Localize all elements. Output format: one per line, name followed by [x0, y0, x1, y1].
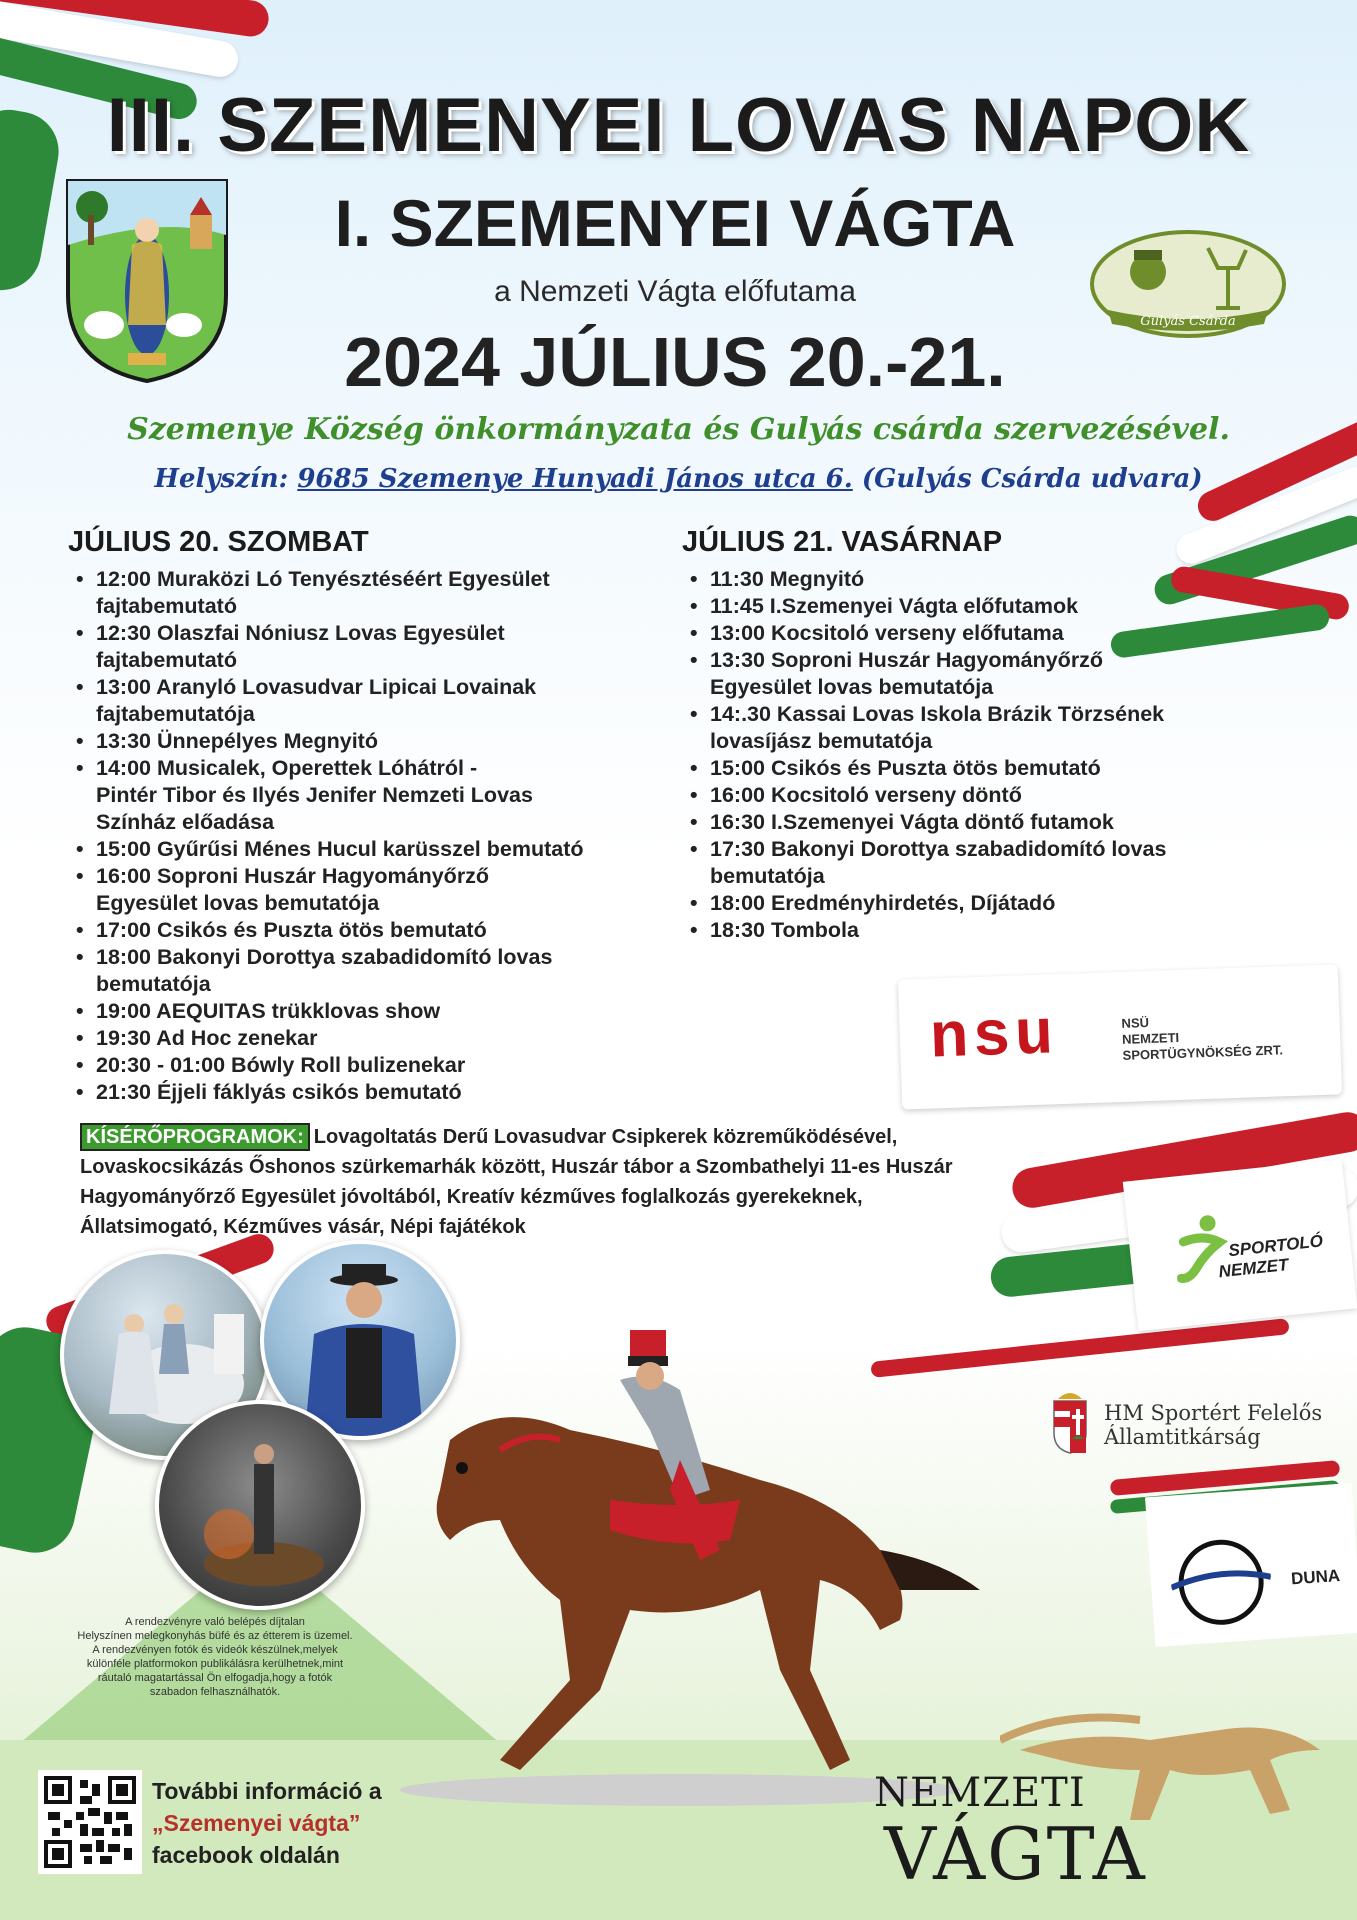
- side-programs-label: KÍSÉRŐPROGRAMOK:: [80, 1123, 310, 1151]
- horse-racer-image: [380, 1290, 990, 1810]
- sunday-program-item: [686, 782, 1286, 809]
- more-info-line-1: További információ a: [152, 1778, 382, 1804]
- duna-logo: [1145, 1483, 1357, 1647]
- venue-line: [0, 464, 1357, 494]
- disclaimer-line: szabadon felhasználhatók.: [149, 1686, 281, 1698]
- program-item-text: bemutatója: [710, 864, 825, 888]
- program-item-text: 16:00 Kocsitoló verseny döntő: [710, 783, 1022, 807]
- sunday-program-item: [686, 566, 1286, 593]
- program-item-text: fajtabemutató: [96, 594, 237, 618]
- sunday-program-item: [686, 647, 1286, 701]
- disclaimer-line: ráutaló magatartással Ön elfogadja,hogy a fotók: [97, 1672, 333, 1684]
- program-item-text: 15:00 Csikós és Puszta ötös bemutató: [710, 756, 1101, 780]
- program-item-text: 13:30 Ünnepélyes Megnyitó: [96, 729, 378, 753]
- side-program-line: Lovaskocsikázás Őshonos szürkemarhák között, Huszár tábor a Szombathelyi 11-es Huszár: [80, 1156, 953, 1178]
- program-item-text: 16:30 I.Szemenyei Vágta döntő futamok: [710, 810, 1114, 834]
- saturday-heading: JÚLIUS 20. SZOMBAT: [68, 526, 369, 558]
- side-program-line: Hagyományőrző Egyesület jóvoltából, Kreatív kézműves foglalkozás gyerekeknek,: [80, 1186, 863, 1208]
- sportolo-nemzet-logo: [1123, 1159, 1357, 1331]
- hm-line-2: Államtitkárság: [1104, 1425, 1261, 1449]
- saturday-program-item: [72, 620, 692, 674]
- program-item-text: 14:00 Musicalek, Operettek Lóhátról -: [96, 756, 478, 780]
- saturday-program-item: [72, 755, 692, 836]
- photo-trick-riders: [155, 1400, 365, 1610]
- program-item-text: 20:30 - 01:00 Bówly Roll bulizenekar: [96, 1053, 466, 1077]
- gulyas-csarda-text: Gulyás Csárda: [1140, 314, 1236, 329]
- sunday-program-item: [686, 620, 1286, 647]
- sportolo-line-2: NEMZET: [1217, 1255, 1290, 1282]
- nsu-line-2: NEMZETI: [1121, 1029, 1180, 1047]
- sunday-program-item: [686, 890, 1286, 917]
- gulyas-csarda-logo: [1088, 228, 1288, 340]
- more-info-line-3: facebook oldalán: [152, 1842, 340, 1868]
- disclaimer: [50, 1615, 380, 1699]
- saturday-program-item: [72, 1079, 692, 1106]
- program-item-text: fajtabemutató: [96, 648, 237, 672]
- venue-place: (Gulyás Csárda udvara): [861, 464, 1203, 494]
- hm-line-1: HM Sportért Felelős: [1104, 1401, 1323, 1425]
- sunday-program-item: [686, 755, 1286, 782]
- program-item-text: Színház előadása: [96, 810, 275, 834]
- program-item-text: Pintér Tibor és Ilyés Jenifer Nemzeti Lovas: [96, 783, 533, 807]
- organizers-line: Szemenye Község önkormányzata és Gulyás csárda szervezésével.: [127, 412, 1230, 447]
- subtitle: a Nemzeti Vágta előfutama: [494, 275, 856, 308]
- nsu-line-1: NSÜ: [1121, 1014, 1150, 1031]
- nemzeti-vagta-line-2: VÁGTA: [884, 1812, 1147, 1896]
- disclaimer-line: A rendezvényen fotók és videók készülnek,melyek: [92, 1644, 338, 1656]
- program-item-text: 14:.30 Kassai Lovas Iskola Brázik Törzsének: [710, 702, 1165, 726]
- sunday-program-item: [686, 809, 1286, 836]
- program-item-text: 19:00 AEQUITAS trükklovas show: [96, 999, 441, 1023]
- sportolo-line-1: SPORTOLÓ: [1227, 1231, 1324, 1261]
- disclaimer-line: Helyszínen melegkonyhás büfé és az étterem is üzemel.: [77, 1630, 353, 1642]
- program-item-text: Egyesület lovas bemutatója: [710, 675, 994, 699]
- sunday-heading: JÚLIUS 21. VASÁRNAP: [682, 526, 1003, 558]
- saturday-program-item: [72, 836, 692, 863]
- program-item-text: 11:30 Megnyitó: [710, 567, 865, 591]
- duna-text: DUNA: [1290, 1566, 1341, 1589]
- saturday-program-list: [72, 566, 692, 1106]
- program-item-text: 17:30 Bakonyi Dorottya szabadidomító lovas: [710, 837, 1167, 861]
- coat-of-arms-icon: [62, 175, 232, 385]
- program-item-text: bemutatója: [96, 972, 211, 996]
- side-program-line: Állatsimogató, Kézműves vásár, Népi fajátékok: [80, 1216, 526, 1238]
- secondary-title: I. SZEMENYEI VÁGTA: [334, 186, 1016, 260]
- program-item-text: 21:30 Éjjeli fáklyás csikós bemutató: [96, 1080, 462, 1104]
- program-item-text: fajtabemutatója: [96, 702, 255, 726]
- program-item-text: 13:00 Kocsitoló verseny előfutama: [710, 621, 1064, 645]
- sunday-program-item: [686, 701, 1286, 755]
- nsu-logo: [898, 964, 1342, 1109]
- program-item-text: 18:30 Tombola: [710, 918, 859, 942]
- program-item-text: 18:00 Bakonyi Dorottya szabadidomító lovas: [96, 945, 553, 969]
- qr-code-icon[interactable]: [38, 1770, 142, 1874]
- program-item-text: 17:00 Csikós és Puszta ötös bemutató: [96, 918, 487, 942]
- saturday-program-item: [72, 998, 692, 1025]
- saturday-program-item: [72, 728, 692, 755]
- sunday-program-list: [686, 566, 1286, 944]
- nsu-line-3: SPORTÜGYNÖKSÉG ZRT.: [1122, 1042, 1284, 1063]
- main-title: III. SZEMENYEI LOVAS NAPOK: [106, 83, 1251, 168]
- saturday-program-item: [72, 1025, 692, 1052]
- venue-label: Helyszín:: [154, 464, 289, 494]
- saturday-program-item: [72, 674, 692, 728]
- side-program-line: Lovagoltatás Derű Lovasudvar Csipkerek közreműködésével,: [313, 1126, 898, 1148]
- sunday-program-item: [686, 836, 1286, 890]
- saturday-program-item: [72, 944, 692, 998]
- saturday-program-item: [72, 917, 692, 944]
- saturday-program-item: [72, 1052, 692, 1079]
- disclaimer-line: A rendezvényre való belépés díjtalan: [125, 1616, 305, 1628]
- hungarian-crest-icon: [1050, 1385, 1090, 1455]
- program-item-text: lovasíjász bemutatója: [710, 729, 933, 753]
- sunday-program-item: [686, 917, 1286, 944]
- more-info: [152, 1775, 382, 1871]
- program-item-text: 11:45 I.Szemenyei Vágta előfutamok: [710, 594, 1079, 618]
- side-programs: [80, 1122, 1040, 1242]
- event-date: 2024 JÚLIUS 20.-21.: [344, 323, 1006, 401]
- program-item-text: 18:00 Eredményhirdetés, Díjátadó: [710, 891, 1056, 915]
- disclaimer-line: különféle platformokon publikálásra kerülhetnek,mint: [86, 1658, 344, 1670]
- program-item-text: 12:30 Olaszfai Nóniusz Lovas Egyesület: [96, 621, 505, 645]
- program-item-text: 13:30 Soproni Huszár Hagyományőrző: [710, 648, 1104, 672]
- facebook-page-name[interactable]: „Szemenyei vágta”: [152, 1810, 361, 1836]
- program-item-text: 12:00 Muraközi Ló Tenyésztéséért Egyesület: [96, 567, 550, 591]
- nemzeti-vagta-line-1: NEMZETI: [874, 1770, 1086, 1816]
- saturday-program-item: [72, 863, 692, 917]
- program-item-text: 13:00 Aranyló Lovasudvar Lipicai Lovainak: [96, 675, 537, 699]
- program-item-text: 19:30 Ad Hoc zenekar: [96, 1026, 318, 1050]
- program-item-text: Egyesület lovas bemutatója: [96, 891, 380, 915]
- sunday-program-item: [686, 593, 1286, 620]
- saturday-program-item: [72, 566, 692, 620]
- venue-address: 9685 Szemenye Hunyadi János utca 6.: [297, 464, 853, 494]
- nsu-mark: nsu: [928, 1000, 1059, 1077]
- program-item-text: 16:00 Soproni Huszár Hagyományőrző: [96, 864, 490, 888]
- program-item-text: 15:00 Gyűrűsi Ménes Hucul karüsszel bemutató: [96, 837, 584, 861]
